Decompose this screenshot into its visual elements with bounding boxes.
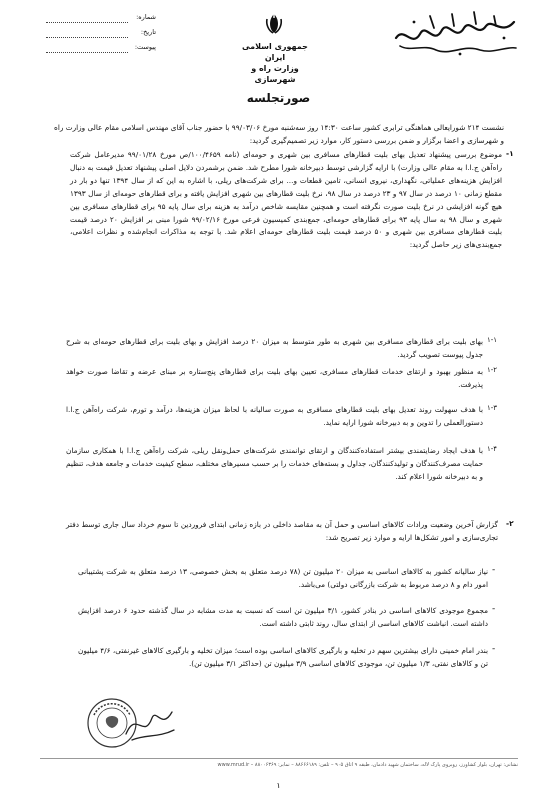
bullet-3-text: بندر امام خمینی دارای بیشترین سهم در تخلیه و بارگیری کالاهای اساسی بوده است؛ میزان تخلیه و بارگیری کالاهای غیرنفتی، ۴/۶ میلیون تن و کالاهای نفتی، ۱/۳ میلیون تن، موجودی کالاهای اساسی ۳/۹ میلیون تن (حداکثر ۳/۱ میلیون تن). [78, 646, 488, 668]
subitem-1-2-text: به منظور بهبود و ارتقای خدمات قطارهای مسافری، تعیین بهای بلیت برای قطارهای پنج‌ستاره بر مبنای عرضه و تقاضا صورت خواهد پذیرفت. [66, 367, 483, 389]
handwritten-signature [122, 700, 178, 746]
ref-date-row [46, 25, 156, 40]
subitem-1-4-text: با هدف ایجاد رضایتمندی بیشتر استفاده‌کنندگان و ارتقای توانمندی شرکت‌های حمل‌ونقل ریلی، شرکت راه‌آهن ج.ا.ا با همکاری سازمان حمایت مصرف‌کنندگان و تولیدکنندگان، جداول و بسته‌های خدمات را بر حسب مسیرهای مختلف، سطح کیفیت خدمات و جامعه هدف، تنظیم و به دبیرخانه شورا اعلام کند. [66, 446, 483, 481]
reference-block [46, 10, 156, 55]
bullet-1-text: نیاز سالیانه کشور به کالاهای اساسی به میزان ۲۰ میلیون تن (۷۸ درصد متعلق به بخش خصوصی، ۱۳ درصد متعلق به شرکت پشتیبانی امور دام و ۸ درصد مربوط به شرکت بازرگانی دولتی) می‌باشد. [78, 567, 489, 589]
footer-divider [40, 758, 518, 759]
ref-number-label: شماره: [136, 13, 156, 21]
subitem-1-1-text: بهای بلیت برای قطارهای مسافری بین شهری به طور متوسط به میزان ۲۰ درصد افزایش و بهای بلیت برای قطارهای حومه‌ای به شرح جدول پیوست تصویب گردید. [66, 337, 484, 359]
ref-attachment-row [46, 40, 156, 55]
subitem-1-3-number: ۱-۳ [487, 404, 498, 412]
gov-line-2: وزارت راه و شهرسازی [251, 64, 299, 84]
ref-attachment-line [46, 43, 128, 53]
bullet-3-marker: - [492, 644, 496, 654]
section-2-number: ۲- [506, 519, 514, 528]
gov-line-1: جمهوری اسلامی ایران [242, 42, 308, 62]
ref-number-line [46, 13, 128, 23]
section-1-text: موضوع بررسی پیشنهاد تعدیل بهای بلیت قطارهای مسافری بین شهری و حومه‌ای (نامه ۱۰۰/۴۶۵۹/ص مورخ ۹۹/۰۱/۲۸ مدیرعامل شرکت راه‌آهن ج.ا.ا به مقام عالی وزارت) با ارایه گزارشی توسط دبیرخانه شورا مطرح شد. ضمن برشمردن دلایل اصلی پیشنهاد تعدیل قیمت به دنبال افزایش هزینه‌های عملیاتی، نگهداری، نیروی انسانی، تامین قطعات و... برای شرکت‌های ریلی، با اشاره به این که از سال ۱۳۹۴ تنها دو بار در مقطع زمانی ۱۰ درصد در سال ۹۷ و ۲۳ درصد در سال ۹۸، نرخ بلیت قطارهای بین شهری افزایش یافته و برای قطارهای حومه‌ای از سال ۱۳۹۳ هیچ گونه افزایشی در نرخ بلیت صورت نگرفته است و همچنین مقایسه شاخص درآمد به هزینه برای سال پایه ۹۵ برای قطارهای مسافری بین شهری و سال ۹۸ به سال پایه ۹۳ برای قطارهای حومه‌ای، جمع‌بندی کمیسیون فرعی مورخ ۹۹/۰۲/۱۶ شورا مبنی بر افزایش ۲۰ درصد قیمت بلیت قطارهای مسافری بین شهری و ۵۰ درصد قیمت بلیت قطارهای حومه‌ای اعلام شد. با توجه به مذاکرات انجام‌شده و نظرات اعلامی، جمع‌بندی‌های زیر حاصل گردید: [70, 150, 503, 250]
council-calligraphy-logo [390, 8, 522, 60]
document-title: صورتجلسه [246, 91, 311, 105]
footer-address: نشانی: تهران، بلوار کشاورز، روبروی پارک لاله، ساختمان شهید دادمان، طبقه ۹ اتاق ۹۰۵ – تلفن: ۸۸۶۶۶۱۸۹ – نمابر: ۸۸۰۰۶۳۶۹ – www.mrud.ir [217, 762, 518, 768]
section-2-text: گزارش آخرین وضعیت ورادات کالاهای اساسی و حمل آن به مقاصد داخلی در بازه زمانی ابتدای فروردین تا سوم خرداد سال جاری توسط دفتر تجاری‌سازی و امور تشکل‌ها ارایه و موارد زیر تصریح شد: [66, 520, 498, 542]
subitem-1-3-text: با هدف سهولت روند تعدیل بهای بلیت قطارهای مسافری به صورت سالیانه با لحاظ میزان هزینه‌ها، درآمد و تورم، شرکت راه‌آهن ج.ا.ا دستورالعملی را تدوین و به دبیرخانه شورا ارایه نماید. [66, 405, 483, 427]
iran-emblem-icon [263, 12, 285, 36]
subitem-1-4-number: ۱-۴ [487, 445, 498, 453]
page-number: ۱ [276, 781, 281, 790]
ref-date-label: تاریخ: [140, 28, 156, 36]
bullet-2-text: مجموع موجودی کالاهای اساسی در بنادر کشور، ۳/۱ میلیون تن است که نسبت به مدت مشابه در سال گذشته حدود ۶ درصد افزایش داشته است. انباشت کالاهای اساسی از ابتدای سال، روند ثابتی داشته است. [78, 606, 488, 628]
intro-paragraph: نشست ۲۱۴ شورایعالی هماهنگی ترابری کشور ساعت ۱۴:۳۰ روز سه‌شنبه مورخ ۹۹/۰۳/۰۶ با حضور جناب آقای مهندس اسلامی مقام عالی وزارت راه و شهرسازی و اعضا برگزار و ضمن بررسی دستور کار، موارد زیر تصمیم‌گیری گردید: [54, 123, 504, 145]
ref-date-line [46, 28, 128, 38]
subitem-1-2-number: ۱-۲ [487, 366, 498, 374]
government-header [232, 41, 318, 85]
ref-number-row [46, 10, 156, 25]
ref-attachment-label: پیوست: [134, 43, 156, 51]
bullet-2-marker: - [492, 604, 496, 614]
bullet-1-marker: - [492, 565, 496, 575]
section-1-number: ۱- [506, 149, 514, 158]
subitem-1-1-number: ۱-۱ [487, 336, 498, 344]
